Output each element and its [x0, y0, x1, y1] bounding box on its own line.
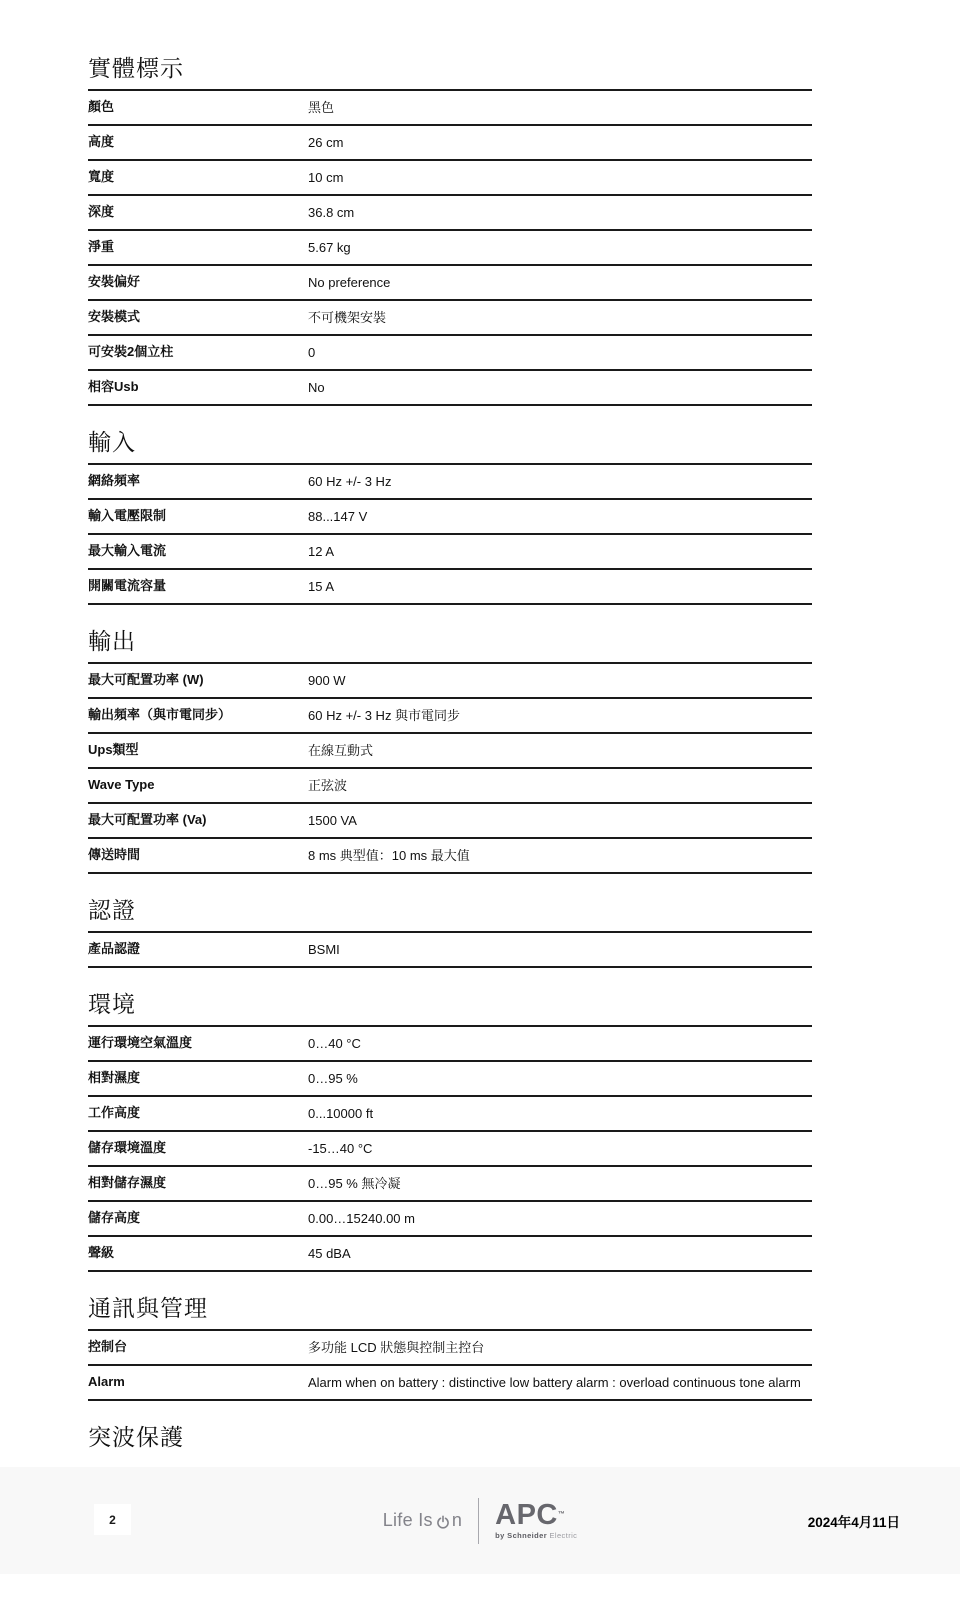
apc-sub-brand	[495, 1531, 577, 1540]
page-number: 2	[109, 1512, 116, 1527]
section-title: 輸入	[88, 428, 812, 465]
apc-logo	[495, 1498, 578, 1540]
section-title: 實體標示	[88, 54, 812, 91]
spec-row	[88, 161, 812, 196]
spec-row	[88, 769, 812, 804]
section-title: 環境	[88, 990, 812, 1027]
spec-row	[88, 266, 812, 301]
row-label: Alarm	[88, 1374, 125, 1389]
spec-row	[88, 535, 812, 570]
row-value: 0…95 %	[308, 1071, 358, 1086]
spec-row	[88, 465, 812, 500]
row-label: 淨重	[88, 239, 115, 254]
row-value: 多功能 LCD 狀態與控制主控台	[308, 1340, 485, 1355]
life-is-on-logo	[383, 1510, 462, 1531]
spec-row	[88, 371, 812, 406]
row-value: 60 Hz +/- 3 Hz 與市電同步	[308, 708, 461, 723]
row-label: 寬度	[88, 169, 115, 184]
apc-wordmark: APC™	[495, 1498, 566, 1531]
logo-divider	[478, 1498, 479, 1544]
spec-section	[88, 990, 812, 1272]
life-is-on-text: Life Is	[382, 1510, 433, 1530]
footer-date: 2024年4月11日	[807, 1514, 900, 1530]
row-value: 26 cm	[308, 135, 344, 150]
spec-row	[88, 1331, 812, 1366]
spec-row	[88, 500, 812, 535]
row-label: 開關電流容量	[88, 578, 167, 593]
row-label: 工作高度	[88, 1105, 141, 1120]
row-label: 安裝偏好	[88, 274, 141, 289]
row-label: 最大可配置功率 (W)	[88, 672, 204, 687]
trademark-symbol: ™	[557, 1510, 566, 1518]
section-title: 通訊與管理	[88, 1294, 812, 1331]
row-value: 0.00…15240.00 m	[308, 1211, 415, 1226]
row-value: Alarm when on battery : distinctive low battery alarm : overload continuous tone alarm	[308, 1375, 801, 1390]
row-value: 60 Hz +/- 3 Hz	[308, 474, 392, 489]
spec-section	[88, 428, 812, 605]
spec-row	[88, 804, 812, 839]
row-value: No	[308, 380, 325, 395]
row-label: 相對濕度	[88, 1070, 141, 1085]
row-value: 1500 VA	[308, 813, 357, 828]
life-is-on-text-end: n	[451, 1510, 463, 1530]
row-label: 產品認證	[88, 941, 141, 956]
spec-row	[88, 126, 812, 161]
row-label: 儲存高度	[88, 1210, 141, 1225]
spec-row	[88, 1062, 812, 1097]
spec-row	[88, 1167, 812, 1202]
page-footer	[0, 1467, 960, 1574]
row-label: 控制台	[88, 1339, 128, 1354]
spec-row	[88, 1132, 812, 1167]
spec-section	[88, 627, 812, 874]
section-title: 輸出	[88, 627, 812, 664]
spec-section	[88, 896, 812, 968]
section-title: 突波保護	[88, 1424, 184, 1450]
row-label: 相容Usb	[88, 379, 139, 394]
row-value: 36.8 cm	[308, 205, 355, 220]
row-value: 0…95 % 無冷凝	[308, 1176, 401, 1191]
spec-row	[88, 1097, 812, 1132]
row-label: 儲存環境溫度	[88, 1140, 167, 1155]
row-value: 0...10000 ft	[308, 1106, 374, 1121]
row-value: 88...147 V	[308, 509, 368, 524]
row-value: 在線互動式	[308, 743, 374, 758]
row-value: 黑色	[308, 100, 335, 115]
row-value: 0…40 °C	[308, 1036, 361, 1051]
row-value: 5.67 kg	[308, 240, 351, 255]
row-value: 15 A	[308, 579, 335, 594]
row-value: BSMI	[308, 942, 340, 957]
row-value: 不可機架安裝	[308, 310, 387, 325]
row-label: 網絡頻率	[88, 473, 141, 488]
spec-row	[88, 839, 812, 874]
spec-row	[88, 933, 812, 968]
spec-row	[88, 231, 812, 266]
spec-section	[88, 54, 812, 406]
row-value: 12 A	[308, 544, 335, 559]
row-value: 0	[308, 345, 316, 360]
spec-section	[88, 1423, 812, 1458]
row-value: 正弦波	[308, 778, 348, 793]
row-value: -15…40 °C	[308, 1141, 373, 1156]
row-label: 深度	[88, 204, 115, 219]
row-value: No preference	[308, 275, 391, 290]
spec-row	[88, 734, 812, 769]
row-label: 最大可配置功率 (Va)	[88, 812, 207, 827]
row-label: 運行環境空氣溫度	[88, 1035, 193, 1050]
spec-content	[88, 0, 812, 1480]
row-value: 10 cm	[308, 170, 344, 185]
row-label: 聲級	[88, 1245, 115, 1260]
row-value: 8 ms 典型值：10 ms 最大值	[308, 848, 470, 863]
row-label: Ups類型	[88, 742, 139, 757]
row-label: Wave Type	[88, 777, 155, 792]
section-title: 認證	[88, 896, 812, 933]
row-label: 最大輸入電流	[88, 543, 167, 558]
spec-row	[88, 1237, 812, 1272]
spec-row	[88, 570, 812, 605]
row-value: 45 dBA	[308, 1246, 351, 1261]
by-schneider-text: by Schneider	[495, 1530, 548, 1540]
electric-text: Electric	[549, 1530, 578, 1540]
row-label: 可安裝2個立柱	[88, 344, 174, 359]
spec-row	[88, 336, 812, 371]
spec-section	[88, 1294, 812, 1401]
row-label: 傳送時間	[88, 847, 141, 862]
power-icon	[435, 1514, 451, 1530]
row-label: 相對儲存濕度	[88, 1175, 167, 1190]
row-label: 安裝模式	[88, 309, 141, 324]
row-label: 輸入電壓限制	[88, 508, 167, 523]
row-value: 900 W	[308, 673, 346, 688]
spec-row	[88, 301, 812, 336]
spec-row	[88, 91, 812, 126]
row-label: 顏色	[88, 99, 115, 114]
spec-row	[88, 1202, 812, 1237]
spec-row	[88, 699, 812, 734]
spec-row	[88, 1027, 812, 1062]
spec-row	[88, 196, 812, 231]
row-label: 高度	[88, 134, 115, 149]
spec-row	[88, 1366, 812, 1401]
spec-row	[88, 664, 812, 699]
row-label: 輸出頻率（與市電同步）	[88, 707, 232, 722]
